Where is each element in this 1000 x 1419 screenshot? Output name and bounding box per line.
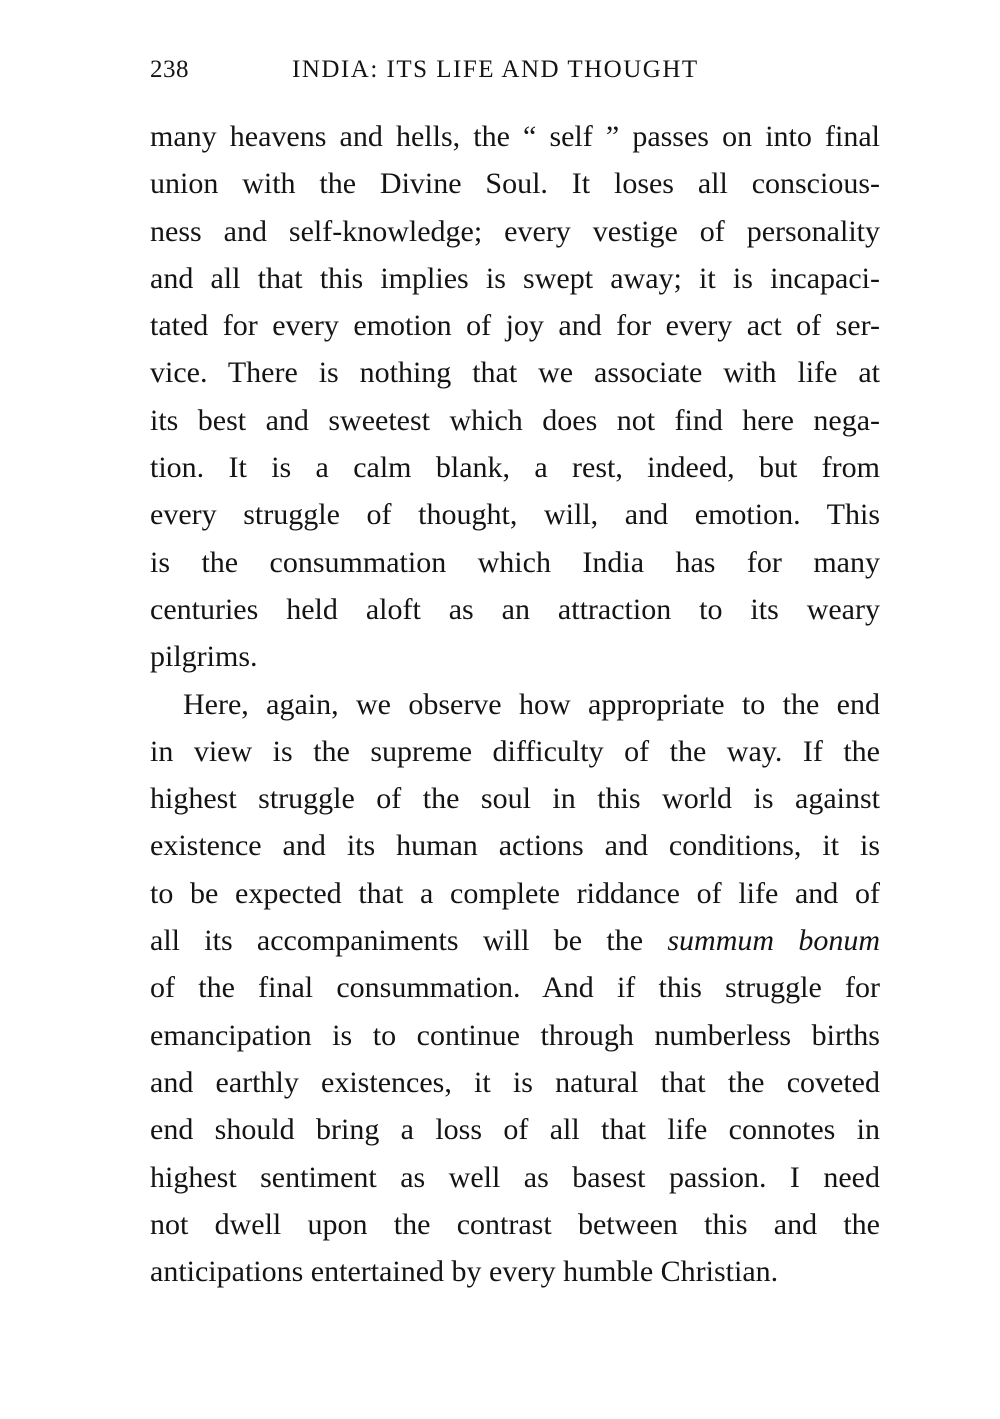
text-line: end should bring a loss of all that life connotes in <box>150 1113 880 1147</box>
text-line: union with the Divine Soul. It loses all conscious- <box>150 167 880 201</box>
latin-phrase: summum bonum <box>667 924 880 958</box>
text-line: to be expected that a complete riddance of life and of <box>150 876 880 910</box>
running-head <box>150 55 880 85</box>
text-line: vice. There is nothing that we associate with life at <box>150 356 880 390</box>
text-line: centuries held aloft as an attraction to its weary <box>150 592 880 626</box>
page-number: 238 <box>150 56 189 83</box>
text-line: highest struggle of the soul in this world is against <box>150 782 880 816</box>
text-line: and earthly existences, it is natural that the coveted <box>150 1065 880 1099</box>
text-line: not dwell upon the contrast between this and the <box>150 1207 880 1241</box>
text-line: Here, again, we observe how appropriate to the end <box>183 687 880 721</box>
text-line: is the consummation which India has for many <box>150 545 880 579</box>
body-text <box>150 113 880 1295</box>
text-line: ness and self-knowledge; every vestige of personality <box>150 214 880 248</box>
text-line: of the final consummation. And if this struggle for <box>150 971 880 1005</box>
paragraph-2 <box>150 681 880 1296</box>
text-line: tion. It is a calm blank, a rest, indeed, but from <box>150 451 880 485</box>
text-line: emancipation is to continue through numberless births <box>150 1018 880 1052</box>
text-line: tated for every emotion of joy and for every act of ser- <box>150 309 880 343</box>
text-line: and all that this implies is swept away; it is incapaci- <box>150 261 880 295</box>
text-line: many heavens and hells, the “ self ” passes on into final <box>150 120 880 153</box>
text-line: in view is the supreme difficulty of the way. If the <box>150 734 880 768</box>
text-line: existence and its human actions and conditions, it is <box>150 829 880 863</box>
text-line-with-italic <box>150 917 880 964</box>
text-line: pilgrims. <box>150 640 258 674</box>
text-line: every struggle of thought, will, and emotion. This <box>150 498 880 532</box>
text-line: its best and sweetest which does not find here nega- <box>150 403 880 437</box>
paragraph-1 <box>150 113 880 681</box>
text-run: all its accompaniments will be the <box>150 924 668 958</box>
text-line: anticipations entertained by every humble Christian. <box>150 1255 779 1289</box>
text-line: highest sentiment as well as basest passion. I need <box>150 1160 880 1194</box>
running-title: INDIA: ITS LIFE AND THOUGHT <box>292 56 699 83</box>
